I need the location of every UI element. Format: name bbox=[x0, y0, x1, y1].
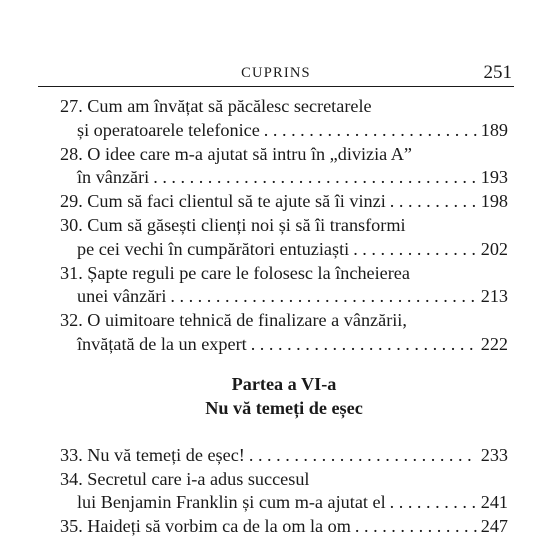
entry-page: 247 bbox=[480, 516, 508, 537]
toc-entry-28 bbox=[60, 143, 508, 191]
dot-leader bbox=[170, 285, 476, 309]
toc-entry-35 bbox=[60, 515, 508, 539]
entry-page: 202 bbox=[480, 238, 508, 259]
page-header bbox=[38, 60, 514, 86]
dot-leader bbox=[355, 515, 477, 539]
dot-leader bbox=[153, 166, 477, 190]
dot-leader bbox=[249, 444, 477, 468]
dot-leader bbox=[251, 333, 477, 357]
entry-number: 34. bbox=[60, 468, 83, 489]
toc-entry-29 bbox=[60, 190, 508, 214]
part-heading bbox=[60, 372, 508, 420]
entry-title-line: Nu vă temeți de eșec! bbox=[87, 444, 245, 465]
entry-number: 33. bbox=[60, 444, 83, 465]
entry-title-line: O uimitoare tehnică de finalizare a vânzării, bbox=[87, 310, 407, 331]
entry-title-line: Cum am învățat să păcălesc secretarele bbox=[87, 96, 372, 116]
entry-number: 27. bbox=[60, 96, 83, 116]
entry-number: 29. bbox=[60, 191, 83, 212]
entry-page: 233 bbox=[480, 444, 508, 465]
dot-leader bbox=[390, 491, 477, 515]
dot-leader bbox=[353, 238, 477, 262]
table-of-contents bbox=[60, 95, 508, 539]
running-title: CUPRINS bbox=[241, 65, 311, 81]
entry-number: 32. bbox=[60, 310, 83, 331]
entry-title-line: și operatoarele telefonice bbox=[77, 119, 260, 140]
part-label: Partea a VI-a bbox=[231, 373, 337, 394]
entry-title-line: pe cei vechi în cumpărători entuziaști bbox=[77, 238, 350, 259]
toc-entry-31 bbox=[60, 262, 508, 310]
entry-title-line: lui Benjamin Franklin și cum m-a ajutat el bbox=[77, 492, 386, 513]
entry-title-line: Cum să faci clientul să te ajute să îi vinzi bbox=[87, 191, 386, 212]
entry-title-line: O idee care m-a ajutat să intru în „divizia A” bbox=[87, 143, 412, 164]
dot-leader bbox=[264, 119, 477, 143]
entry-number: 30. bbox=[60, 214, 83, 235]
entry-title-line: Haideți să vorbim ca de la om la om bbox=[87, 516, 351, 537]
entry-number: 31. bbox=[60, 262, 83, 283]
part-title: Nu vă temeți de eșec bbox=[205, 397, 363, 418]
page-number: 251 bbox=[483, 62, 512, 83]
entry-page: 222 bbox=[480, 333, 508, 354]
entry-page: 189 bbox=[480, 119, 508, 140]
entry-page: 213 bbox=[480, 286, 508, 307]
entry-title-line: Secretul care i-a adus succesul bbox=[87, 468, 310, 489]
entry-page: 198 bbox=[480, 191, 508, 212]
toc-entry-30 bbox=[60, 214, 508, 262]
header-rule bbox=[38, 86, 514, 87]
entry-title-line: învățată de la un expert bbox=[77, 333, 247, 354]
entry-title-line: unei vânzări bbox=[77, 286, 167, 307]
toc-entry-32 bbox=[60, 309, 508, 357]
dot-leader bbox=[390, 190, 477, 214]
entry-page: 193 bbox=[480, 167, 508, 188]
entry-number: 28. bbox=[60, 143, 83, 164]
entry-title-line: Șapte reguli pe care le folosesc la încheierea bbox=[87, 262, 410, 283]
entry-title-line: în vânzări bbox=[77, 167, 150, 188]
toc-entry-27 bbox=[60, 95, 508, 143]
entry-title-line: Cum să găsești clienți noi și să îi transformi bbox=[87, 214, 406, 235]
entry-number: 35. bbox=[60, 516, 83, 537]
toc-entry-34 bbox=[60, 468, 508, 516]
toc-entry-33 bbox=[60, 444, 508, 468]
entry-page: 241 bbox=[480, 492, 508, 513]
